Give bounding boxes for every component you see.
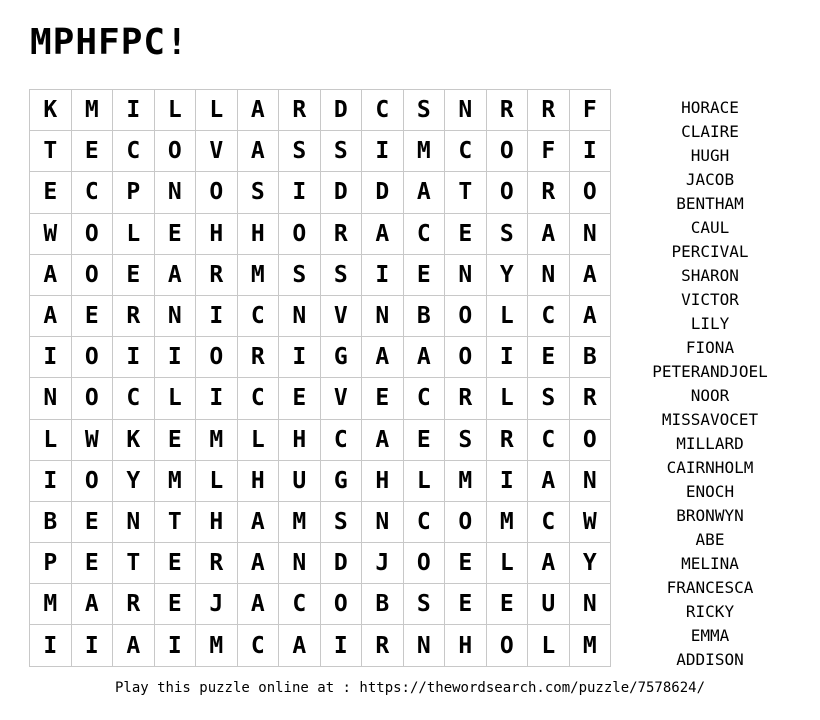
grid-cell[interactable]: P [113,172,155,213]
grid-cell[interactable]: E [155,214,197,255]
grid-cell[interactable]: D [321,90,363,131]
word-list-item: SHARON [681,266,739,285]
grid-cell[interactable]: C [362,90,404,131]
grid-cell[interactable]: K [30,90,72,131]
grid-cell[interactable]: T [155,502,197,543]
grid-cell[interactable]: C [528,502,570,543]
grid-cell[interactable]: N [362,502,404,543]
word-list-item: FRANCESCA [666,578,754,597]
grid-cell[interactable]: H [238,214,280,255]
grid-cell[interactable]: R [113,584,155,625]
grid-cell[interactable]: D [321,172,363,213]
grid-cell[interactable]: E [30,172,72,213]
grid-cell[interactable]: E [155,584,197,625]
grid-cell[interactable]: Y [487,255,529,296]
grid-cell[interactable]: O [279,214,321,255]
grid-cell[interactable]: S [321,131,363,172]
grid-cell[interactable]: O [72,214,114,255]
grid-cell[interactable]: C [113,131,155,172]
grid-cell[interactable]: L [404,461,446,502]
grid-cell[interactable]: R [196,543,238,584]
grid-cell[interactable]: E [445,584,487,625]
grid-cell[interactable]: C [404,214,446,255]
grid-cell[interactable]: A [238,90,280,131]
grid-cell[interactable]: M [487,502,529,543]
grid-cell[interactable]: R [570,378,612,419]
grid-cell[interactable]: S [528,378,570,419]
word-list-item: NOOR [690,386,730,405]
grid-cell[interactable]: M [196,420,238,461]
grid-cell[interactable]: A [362,337,404,378]
grid-cell[interactable]: M [196,625,238,666]
grid-cell[interactable]: I [196,378,238,419]
grid-cell[interactable]: I [72,625,114,666]
grid-cell[interactable]: V [196,131,238,172]
grid-cell[interactable]: N [155,296,197,337]
grid-cell[interactable]: J [362,543,404,584]
grid-cell[interactable]: A [30,296,72,337]
grid-cell[interactable]: J [196,584,238,625]
grid-cell[interactable]: M [30,584,72,625]
grid-cell[interactable]: E [155,543,197,584]
word-list-item: MILLARD [676,434,744,453]
grid-cell[interactable]: O [445,296,487,337]
grid-cell[interactable]: A [362,214,404,255]
grid-cell[interactable]: S [487,214,529,255]
word-list-item: VICTOR [681,290,739,309]
grid-cell[interactable]: S [445,420,487,461]
grid-cell[interactable]: W [30,214,72,255]
grid-cell[interactable]: R [528,172,570,213]
grid-cell[interactable]: A [238,584,280,625]
grid-cell[interactable]: C [238,625,280,666]
grid-cell[interactable]: N [445,90,487,131]
grid-cell[interactable]: B [570,337,612,378]
grid-cell[interactable]: I [196,296,238,337]
word-list-item: EMMA [690,626,730,645]
grid-cell[interactable]: F [528,131,570,172]
grid-cell[interactable]: E [72,296,114,337]
grid-cell[interactable]: T [445,172,487,213]
grid-cell[interactable]: N [445,255,487,296]
grid-cell[interactable]: I [321,625,363,666]
grid-cell[interactable]: S [279,255,321,296]
grid-cell[interactable]: U [279,461,321,502]
word-list-item: JACOB [685,170,735,189]
grid-cell[interactable]: O [196,337,238,378]
grid-cell[interactable]: E [445,543,487,584]
word-list-item: RICKY [685,602,735,621]
grid-cell[interactable]: O [155,131,197,172]
grid-cell[interactable]: L [155,90,197,131]
grid-cell[interactable]: A [30,255,72,296]
word-list-item: LILY [690,314,730,333]
grid-cell[interactable]: N [570,461,612,502]
grid-cell[interactable]: A [72,584,114,625]
grid-cell[interactable]: W [72,420,114,461]
word-list-item: MELINA [681,554,739,573]
word-list-item: MISSAVOCET [661,410,759,429]
grid-cell[interactable]: L [196,461,238,502]
word-list [640,96,780,672]
grid-cell[interactable]: I [30,337,72,378]
grid-cell[interactable]: S [404,90,446,131]
grid-cell[interactable]: A [155,255,197,296]
grid-cell[interactable]: D [321,543,363,584]
grid-cell[interactable]: O [445,337,487,378]
grid-cell[interactable]: A [238,131,280,172]
grid-cell[interactable]: C [238,296,280,337]
grid-cell[interactable]: S [321,502,363,543]
grid-cell[interactable]: S [404,584,446,625]
grid-cell[interactable]: R [528,90,570,131]
grid-cell[interactable]: A [404,337,446,378]
grid-cell[interactable]: C [321,420,363,461]
grid-cell[interactable]: A [404,172,446,213]
grid-cell[interactable]: E [487,584,529,625]
grid-cell[interactable]: W [570,502,612,543]
grid-cell[interactable]: E [279,378,321,419]
grid-cell[interactable]: S [279,131,321,172]
grid-cell[interactable]: I [113,337,155,378]
grid-cell[interactable]: E [362,378,404,419]
grid-cell[interactable]: O [196,172,238,213]
grid-cell[interactable]: I [362,255,404,296]
word-list-item: HUGH [690,146,730,165]
grid-cell[interactable]: E [404,255,446,296]
grid-cell[interactable]: V [321,378,363,419]
grid-cell[interactable]: E [404,420,446,461]
grid-cell[interactable]: M [155,461,197,502]
grid-cell[interactable]: N [570,584,612,625]
grid-cell[interactable]: R [321,214,363,255]
grid-cell[interactable]: H [196,502,238,543]
grid-cell[interactable]: O [72,337,114,378]
word-list-item: CAIRNHOLM [666,458,754,477]
grid-cell[interactable]: L [30,420,72,461]
grid-cell[interactable]: H [445,625,487,666]
grid-cell[interactable]: S [321,255,363,296]
grid-cell[interactable]: E [72,131,114,172]
grid-cell[interactable]: A [570,255,612,296]
grid-cell[interactable]: H [238,461,280,502]
puzzle-title: MPHFPC! [30,22,189,63]
grid-cell[interactable]: C [528,296,570,337]
grid-cell[interactable]: I [487,461,529,502]
grid-cell[interactable]: E [528,337,570,378]
grid-cell[interactable]: N [528,255,570,296]
grid-cell[interactable]: C [528,420,570,461]
grid-cell[interactable]: O [487,625,529,666]
grid-cell[interactable]: C [404,502,446,543]
grid-cell[interactable]: N [113,502,155,543]
grid-cell[interactable]: I [30,625,72,666]
word-list-item: ABE [695,530,725,549]
grid-cell[interactable]: M [445,461,487,502]
letter-grid [29,89,611,667]
grid-cell[interactable]: I [279,172,321,213]
grid-cell[interactable]: C [72,172,114,213]
word-list-item: ADDISON [676,650,744,669]
word-list-item: ENOCH [685,482,735,501]
grid-cell[interactable]: H [279,420,321,461]
grid-cell[interactable]: G [321,461,363,502]
grid-cell[interactable]: R [113,296,155,337]
grid-cell[interactable]: A [279,625,321,666]
grid-cell[interactable]: E [72,502,114,543]
grid-cell[interactable]: I [362,131,404,172]
grid-cell[interactable]: A [362,420,404,461]
grid-cell[interactable]: M [570,625,612,666]
grid-cell[interactable]: L [113,214,155,255]
grid-cell[interactable]: O [487,172,529,213]
grid-cell[interactable]: A [238,543,280,584]
grid-cell[interactable]: M [72,90,114,131]
grid-cell[interactable]: N [570,214,612,255]
grid-cell[interactable]: E [155,420,197,461]
grid-cell[interactable]: B [404,296,446,337]
grid-cell[interactable]: C [279,584,321,625]
grid-cell[interactable]: D [362,172,404,213]
word-list-item: PETERANDJOEL [652,362,768,381]
word-list-item: PERCIVAL [671,242,749,261]
grid-cell[interactable]: K [113,420,155,461]
grid-cell[interactable]: L [196,90,238,131]
grid-cell[interactable]: E [445,214,487,255]
grid-cell[interactable]: N [155,172,197,213]
grid-cell[interactable]: E [113,255,155,296]
grid-cell[interactable]: L [487,543,529,584]
grid-cell[interactable]: O [404,543,446,584]
grid-cell[interactable]: M [279,502,321,543]
grid-cell[interactable]: R [238,337,280,378]
grid-cell[interactable]: N [362,296,404,337]
grid-cell[interactable]: I [487,337,529,378]
grid-cell[interactable]: O [72,255,114,296]
grid-cell[interactable]: A [113,625,155,666]
grid-cell[interactable]: P [30,543,72,584]
grid-cell[interactable]: A [528,214,570,255]
word-list-item: FIONA [685,338,735,357]
grid-cell[interactable]: L [528,625,570,666]
grid-cell[interactable]: O [72,378,114,419]
grid-cell[interactable]: G [321,337,363,378]
grid-cell[interactable]: M [404,131,446,172]
word-list-item: CLAIRE [681,122,739,141]
grid-cell[interactable]: N [404,625,446,666]
grid-cell[interactable]: T [30,131,72,172]
grid-cell[interactable]: I [155,625,197,666]
grid-cell[interactable]: R [445,378,487,419]
grid-cell[interactable]: A [570,296,612,337]
word-list-item: BENTHAM [676,194,744,213]
grid-cell[interactable]: H [196,214,238,255]
grid-cell[interactable]: U [528,584,570,625]
word-list-item: BRONWYN [676,506,744,525]
grid-cell[interactable]: R [362,625,404,666]
grid-cell[interactable]: N [279,543,321,584]
grid-cell[interactable]: I [155,337,197,378]
footer-link-text: Play this puzzle online at : https://thewordsearch.com/puzzle/7578624/ [114,680,705,696]
grid-cell[interactable]: O [570,420,612,461]
grid-cell[interactable]: I [113,90,155,131]
grid-cell[interactable]: C [113,378,155,419]
grid-cell[interactable]: R [487,420,529,461]
grid-cell[interactable]: Y [113,461,155,502]
grid-cell[interactable]: R [196,255,238,296]
grid-cell[interactable]: L [238,420,280,461]
grid-cell[interactable]: H [362,461,404,502]
word-list-item: HORACE [681,98,739,117]
grid-cell[interactable]: C [445,131,487,172]
grid-cell[interactable]: N [30,378,72,419]
grid-cell[interactable]: Y [570,543,612,584]
grid-cell[interactable]: T [113,543,155,584]
grid-cell[interactable]: L [487,296,529,337]
grid-cell[interactable]: S [238,172,280,213]
grid-cell[interactable]: O [570,172,612,213]
grid-cell[interactable]: N [279,296,321,337]
grid-cell[interactable]: E [72,543,114,584]
grid-cell[interactable]: I [570,131,612,172]
grid-cell[interactable]: A [528,461,570,502]
grid-cell[interactable]: O [445,502,487,543]
grid-cell[interactable]: C [238,378,280,419]
grid-cell[interactable]: B [30,502,72,543]
grid-cell[interactable]: A [528,543,570,584]
grid-cell[interactable]: M [238,255,280,296]
grid-cell[interactable]: B [362,584,404,625]
grid-cell[interactable]: L [487,378,529,419]
grid-cell[interactable]: C [404,378,446,419]
grid-cell[interactable]: O [487,131,529,172]
grid-cell[interactable]: I [279,337,321,378]
grid-cell[interactable]: A [238,502,280,543]
grid-cell[interactable]: O [321,584,363,625]
grid-cell[interactable]: I [30,461,72,502]
grid-cell[interactable]: O [72,461,114,502]
grid-cell[interactable]: F [570,90,612,131]
word-list-item: CAUL [690,218,730,237]
grid-cell[interactable]: L [155,378,197,419]
grid-cell[interactable]: R [487,90,529,131]
grid-cell[interactable]: R [279,90,321,131]
grid-cell[interactable]: V [321,296,363,337]
